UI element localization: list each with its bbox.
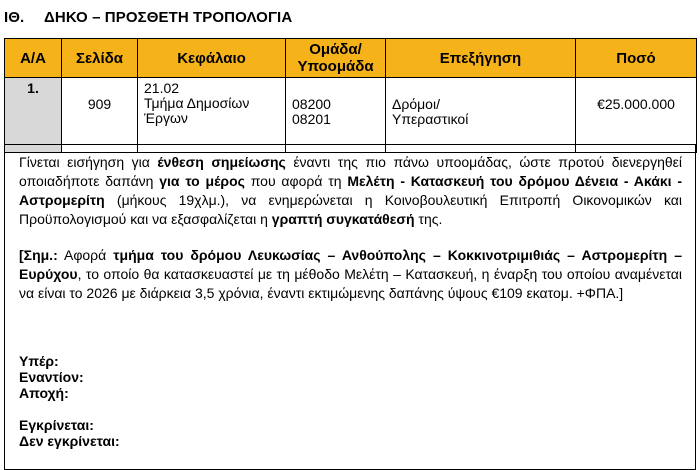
row-page: 909 <box>62 78 138 153</box>
section-number: ΙΘ. <box>4 9 25 26</box>
table-header-row <box>5 39 697 78</box>
section-title <box>4 9 292 26</box>
vote-counts <box>19 353 84 401</box>
row-chapter-code: 21.02 <box>144 80 180 96</box>
row-group-line1: 08200 <box>292 96 331 112</box>
row-chapter <box>138 78 286 153</box>
table-row <box>5 78 697 153</box>
row-explanation-line1: Δρόμοι/ <box>392 96 440 112</box>
row-chapter-name-line1: Τμήμα Δημοσίων <box>144 95 250 111</box>
row-group <box>286 78 386 153</box>
amendment-table <box>4 38 697 153</box>
row-chapter-name-line2: Έργων <box>144 110 188 126</box>
row-num: 1. <box>5 78 62 153</box>
header-group-line1: Ομάδα/ <box>309 41 362 58</box>
vote-for-label: Υπέρ: <box>19 353 59 369</box>
row-amount: €25.000.000 <box>576 78 697 153</box>
row-group-line2: 08201 <box>292 111 331 127</box>
vote-abstain-label: Αποχή: <box>19 385 69 401</box>
section-title-text: ΔΗΚΟ – ΠΡΟΣΘΕΤΗ ΤΡΟΠΟΛΟΓΙΑ <box>44 9 293 26</box>
header-chapter: Κεφάλαιο <box>138 39 286 78</box>
header-group <box>286 39 386 78</box>
note-box <box>4 144 696 470</box>
header-page: Σελίδα <box>62 39 138 78</box>
header-group-line2: Υποομάδα <box>297 58 374 75</box>
approved-label: Εγκρίνεται: <box>19 417 94 433</box>
vote-against-label: Εναντίον: <box>19 369 84 385</box>
header-explanation: Επεξήγηση <box>386 39 576 78</box>
note-paragraph-1: Γίνεται εισήγηση για ένθεση σημείωσης έναντι της πιο πάνω υποομάδας, ώστε προτού διενεργηθεί οποιαδήποτε δαπάνη για το μέρος που αφορά τη Μελέτη - Κατασκευή του δρόμου Δένεια - Ακάκι - Αστρομερίτη (μήκους 19χλμ.), να ενημερώνεται η Κοινοβουλευτική Επιτροπή Οικονομικών και Προϋπολογισμού και να εξασφαλίζεται η γραπτή συγκατάθεσή της. <box>19 154 683 227</box>
vote-result <box>19 417 120 449</box>
header-num: Α/Α <box>5 39 62 78</box>
header-amount: Ποσό <box>576 39 697 78</box>
not-approved-label: Δεν εγκρίνεται: <box>19 433 120 449</box>
row-explanation-line2: Υπεραστικοί <box>392 111 469 127</box>
note-paragraph-2: [Σημ.: Αφορά τμήμα του δρόμου Λευκωσίας – Ανθούπολης – Κοκκινοτριμιθιάς – Αστρομερίτη – Ευρύχου, το οποίο θα κατασκευαστεί με τη μέθοδο Μελέτη – Κατασκευή, η έναρξη του οποίου αναμένεται να είναι το 2026 με διάρκεια 3,5 χρόνια, έναντι εκτιμώμενης δαπάνης ύψους €109 εκατομ. +ΦΠΑ.] <box>19 247 682 301</box>
row-explanation <box>386 78 576 153</box>
